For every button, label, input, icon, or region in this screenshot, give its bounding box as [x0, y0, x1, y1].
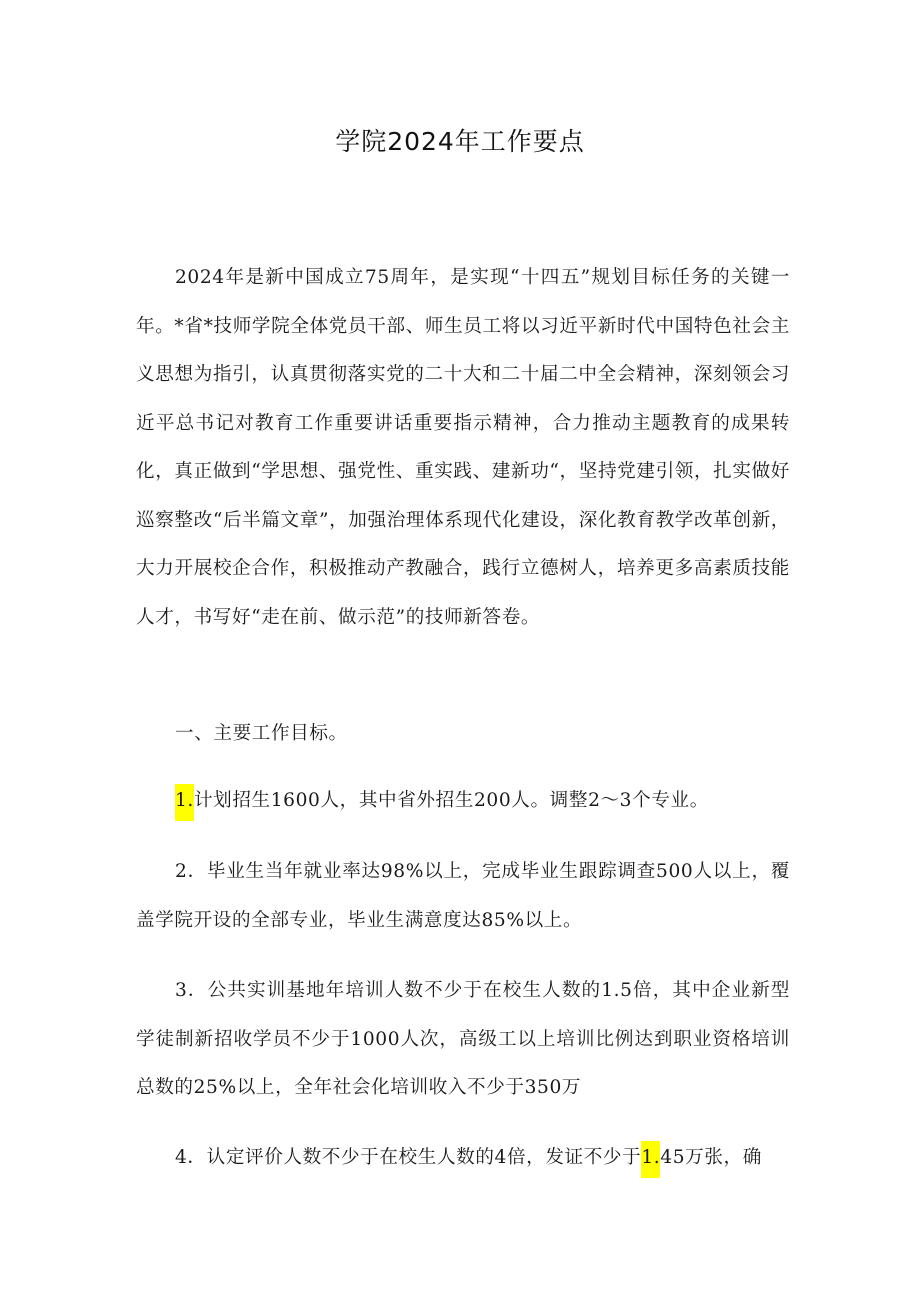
goal-item-4-text-after: 45万张，确 [660, 1147, 762, 1168]
goal-item-4 [136, 1134, 790, 1183]
highlighted-number: 1. [175, 784, 194, 821]
goal-item-2: 2．毕业生当年就业率达98%以上，完成毕业生跟踪调查500人以上，覆盖学院开设的全部专业，毕业生满意度达85%以上。 [136, 861, 790, 931]
goal-item-1 [136, 777, 790, 826]
section-heading-main-goals: 一、主要工作目标。 [175, 723, 348, 744]
goal-item-3: 3．公共实训基地年培训人数不少于在校生人数的1.5倍，其中企业新型学徒制新招收学员不少于1000人次，高级工以上培训比例达到职业资格培训总数的25%以上，全年社会化培训收入不少于350万 [136, 980, 790, 1098]
goal-item-1-text: 计划招生1600人，其中省外招生200人。调整2〜3个专业。 [193, 790, 709, 811]
goal-item-4-text-before: 4．认定评价人数不少于在校生人数的4倍，发证不少于 [175, 1147, 642, 1168]
intro-paragraph: 2024年是新中国成立75周年，是实现“十四五”规划目标任务的关键一年。*省*技师学院全体党员干部、师生员工将以习近平新时代中国特色社会主义思想为指引，认真贯彻落实党的二十大和二十届二中全会精神，深刻领会习近平总书记对教育工作重要讲话重要指示精神，合力推动主题教育的成果转化，真正做到“学思想、强党性、重实践、建新功“，坚持党建引领，扎实做好巡察整改“后半篇文章”，加强治理体系现代化建设，深化教育教学改革创新，大力开展校企合作，积极推动产教融合，践行立德树人，培养更多高素质技能人才，书写好“走在前、做示范”的技师新答卷。 [136, 267, 790, 628]
highlighted-text: 1. [641, 1141, 660, 1178]
document-title: 学院2024年工作要点 [335, 127, 585, 156]
